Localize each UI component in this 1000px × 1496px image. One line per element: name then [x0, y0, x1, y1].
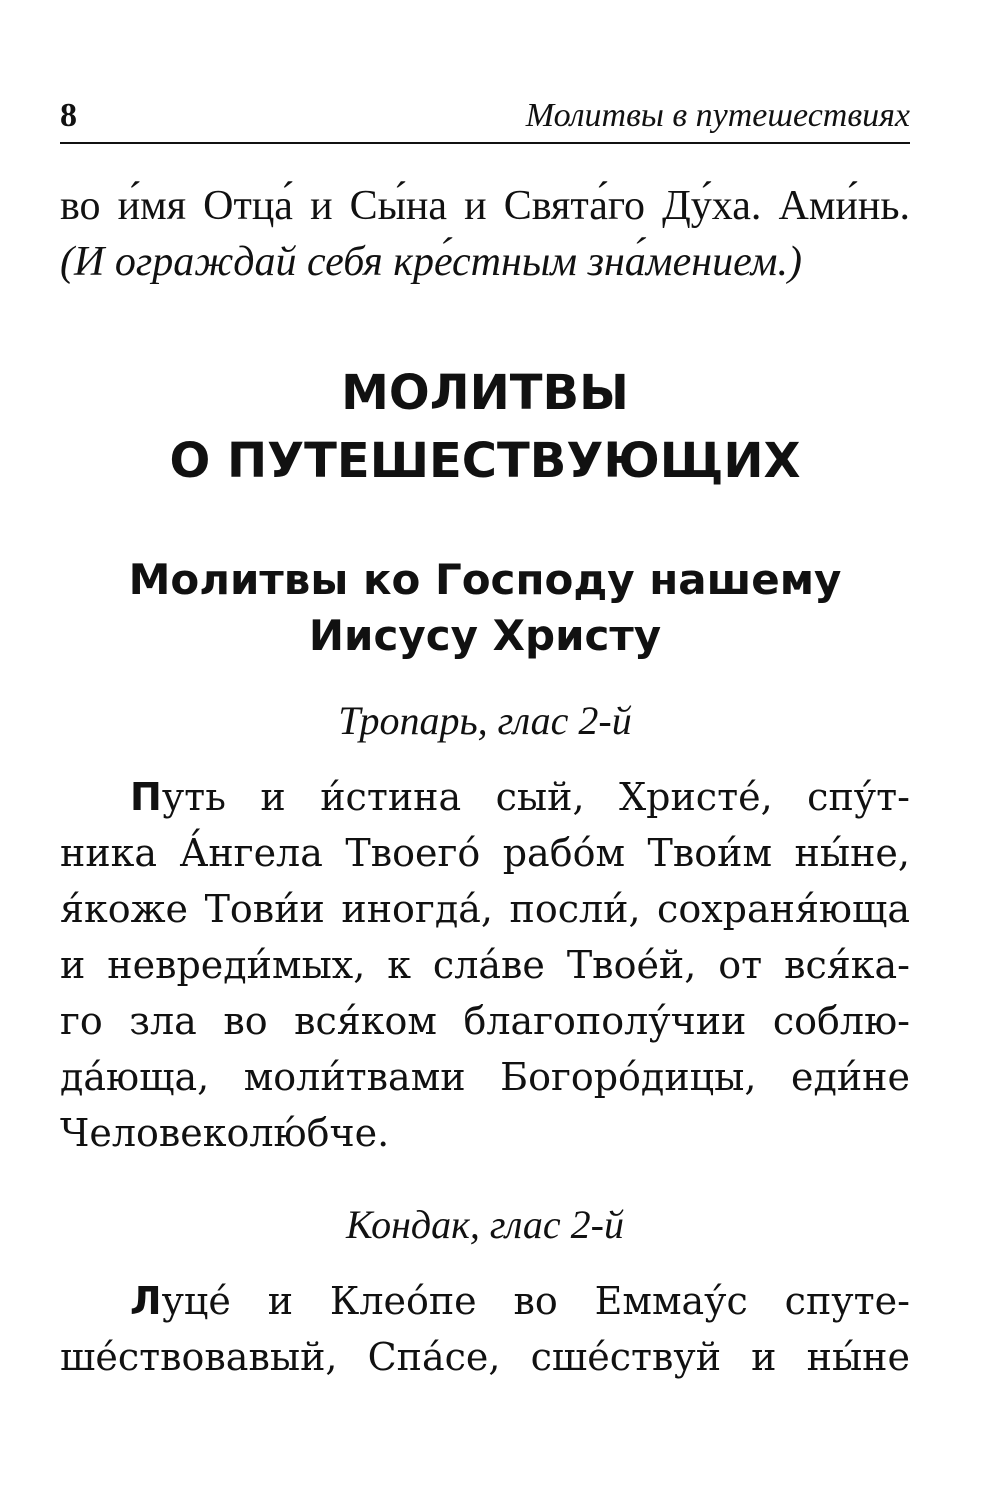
subsection-title-line-2: Иисусу Христу [308, 611, 662, 660]
subsection-title-line-1: Молитвы ко Господу нашему [128, 555, 842, 604]
troparion-line-1-text: уть и и́стина сый, Христе́, спу́т- [161, 775, 910, 819]
section-title-line-1: МОЛИТВЫ [341, 365, 629, 421]
kontakion-line-1 [60, 1274, 910, 1328]
kontakion-rubric: Кондак, глас 2-й [346, 1202, 624, 1247]
troparion-line-2: ника А́нгела Твоего́ рабо́м Твои́м ны́не, [60, 831, 910, 875]
troparion-initial: П [130, 775, 162, 819]
section-title-line-2: О ПУТЕШЕСТВУЮЩИХ [169, 433, 801, 489]
kontakion-initial: Л [130, 1279, 162, 1323]
troparion-line-4: и невреди́мых, к сла́ве Твое́й, от вся́ка- [60, 943, 910, 987]
troparion-line-1 [60, 770, 910, 824]
kontakion-line-2: ше́ствовавый, Спа́се, сше́ствуй и ны́не [60, 1335, 910, 1379]
troparion-line-7: Человеколю́бче. [60, 1111, 390, 1155]
troparion-rubric: Тропарь, глас 2-й [338, 698, 632, 743]
kontakion-line-1-text: уце́ и Клео́пе во Еммау́с спуте- [161, 1279, 910, 1323]
running-title: Молитвы в путешествиях [525, 97, 910, 134]
troparion-line-5: го зла во вся́ком благополу́чии соблю- [60, 999, 910, 1043]
page-number: 8 [60, 97, 77, 134]
troparion-line-3: я́коже Тови́и иногда́, посли́, сохраня́юща [60, 887, 910, 931]
book-page [60, 0, 910, 1496]
intro-line-1: во и́мя Отца́ и Сы́на и Свята́го Ду́ха. Ами́нь. [60, 183, 910, 229]
intro-line-2: (И ограждай себя кре́стным зна́мением.) [60, 239, 802, 285]
running-header [60, 96, 910, 144]
troparion-line-6: да́юща, моли́твами Богоро́дицы, еди́не [60, 1055, 910, 1099]
